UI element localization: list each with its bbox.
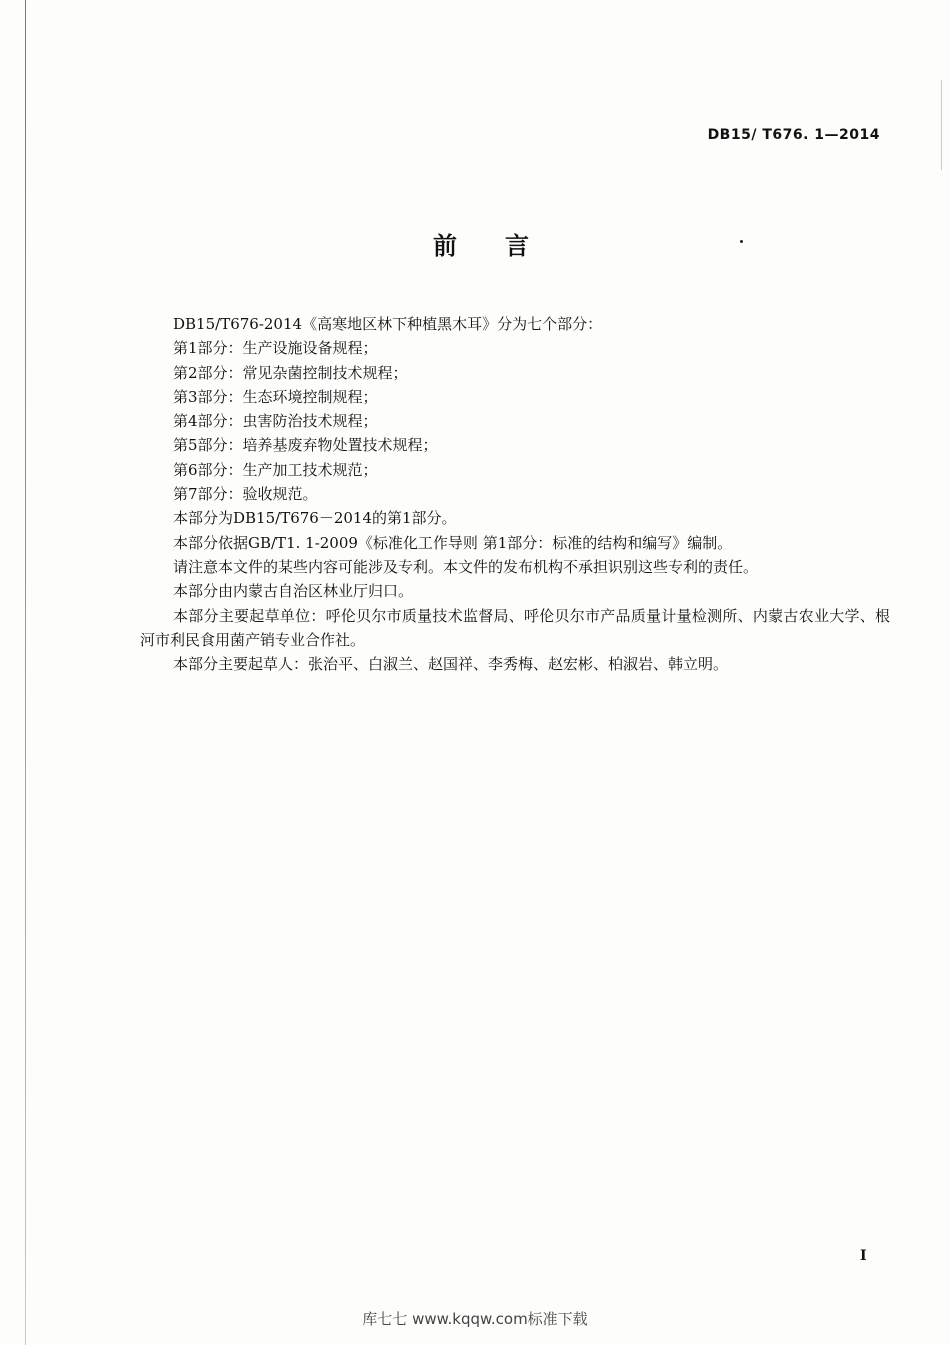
page-number: I	[860, 1248, 867, 1264]
paragraph-scope: 本部分为DB15/T676－2014的第1部分。	[173, 509, 457, 528]
paragraph-administration: 本部分由内蒙古自治区林业厅归口。	[173, 582, 414, 601]
paragraph-patent-notice: 请注意本文件的某些内容可能涉及专利。本文件的发布机构不承担识别这些专利的责任。	[173, 557, 759, 576]
paragraph-drafters: 本部分主要起草人：张治平、白淑兰、赵国祥、李秀梅、赵宏彬、柏淑岩、韩立明。	[173, 655, 729, 674]
paragraph-part-3: 第3部分：生态环境控制规程；	[173, 387, 378, 406]
paragraph-part-6: 第6部分：生产加工技术规范；	[173, 460, 378, 479]
page-title: 前言	[433, 232, 577, 260]
foreword-body	[140, 312, 890, 676]
document-code: DB15/ T676. 1—2014	[707, 127, 880, 143]
watermark: 库七七 www.kqqw.com标准下载	[362, 1310, 588, 1328]
paragraph-drafting-units: 本部分主要起草单位：呼伦贝尔市质量技术监督局、呼伦贝尔市产品质量计量检测所、内蒙古农业大学、根河市利民食用菌产销专业合作社。	[140, 606, 890, 649]
scan-edge-line-right	[941, 80, 942, 170]
paragraph-part-5: 第5部分：培养基废弃物处置技术规程；	[173, 436, 438, 455]
paragraph-part-4: 第4部分：虫害防治技术规程；	[173, 412, 378, 431]
scan-edge-line	[25, 0, 26, 1345]
paragraph-drafting-rules: 本部分依据GB/T1. 1-2009《标准化工作导则 第1部分：标准的结构和编写》编制。	[173, 533, 733, 552]
paragraph-part-1: 第1部分：生产设施设备规程；	[173, 339, 378, 358]
paragraph-intro: DB15/T676-2014《高寒地区林下种植黑木耳》分为七个部分：	[173, 315, 603, 333]
paragraph-part-2: 第2部分：常见杂菌控制技术规程；	[173, 363, 408, 382]
paragraph-part-7: 第7部分：验收规范。	[173, 485, 318, 504]
